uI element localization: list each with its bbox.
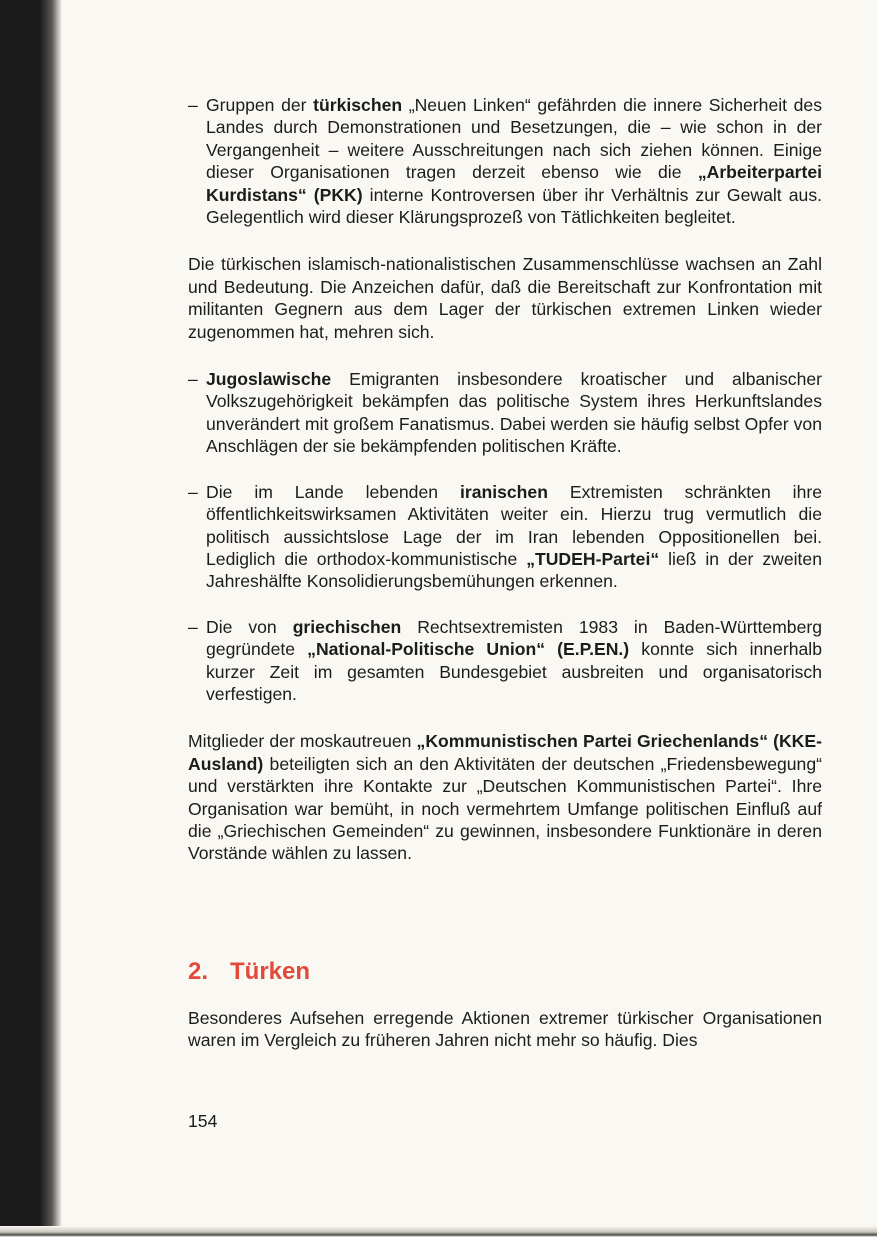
text-segment: Rechtsextremisten 1983 in Baden-Württemberg gegründete: [206, 616, 822, 660]
book-spine-shadow: [0, 0, 62, 1240]
page-number: 154: [188, 1111, 218, 1131]
bold-term: iranischen: [459, 481, 548, 502]
bold-term: türkischen: [313, 95, 403, 115]
text-segment: interne Kontroversen über ihr Verhältnis zur Gewalt aus. Gelegentlich wird dieser Klärungsprozeß von Tätlichkeiten begleitet.: [206, 184, 822, 228]
bold-term: „Kommunistischen Partei Griechenlands“ (KKE-Ausland): [188, 731, 822, 774]
bullet-iranian: [188, 481, 822, 593]
text-segment: „Neuen Linken“ gefährden die innere Sicherheit des Landes durch Demonstrationen und Besetzungen, die – wie schon in der Vergangenheit – weitere Ausschreitungen nach sich ziehen können. Einige dieser Organisationen tragen derzeit ebenso wie die: [206, 95, 822, 183]
text-segment: Die im Lande lebenden: [206, 481, 460, 502]
bullet-turkish-left: [188, 94, 822, 228]
text-segment: ließ in der zweiten Jahreshälfte Konsolidierungsbemühungen erkennen.: [206, 548, 822, 592]
paragraph-kke: [188, 730, 822, 864]
text-segment: Die türkischen islamisch-nationalistischen Zusammenschlüsse wachsen an Zahl und Bedeutung. Die Anzeichen dafür, daß die Bereitschaft zur Konfrontation mit militanten Gegnern aus dem Lager der türkischen extremen Linken wieder zugenommen hat, mehren sich.: [188, 254, 822, 342]
paragraph-closing: Besonderes Aufsehen erregende Aktionen extremer türkischer Organisationen waren im Vergleich zu früheren Jahren nicht mehr so häufig. Dies: [188, 1007, 822, 1051]
section-heading: [188, 957, 822, 987]
bullet-greek-right: [188, 616, 822, 706]
bold-term: Jugoslawische: [206, 369, 332, 390]
bold-term: griechischen: [292, 616, 402, 637]
bold-term: „Arbeiterpartei Kurdistans“ (PKK): [206, 162, 822, 205]
text-segment: Extremisten schränkten ihre öffentlichkeitswirksamen Aktivitäten weiter ein. Hierzu trug vermutlich die politisch aussichtslose Lage der im Iran lebenden Oppositionellen bei. Lediglich die orthodox-kommunistische: [206, 481, 822, 569]
text-segment: Gruppen der: [206, 95, 314, 115]
text-segment: beteiligten sich an den Aktivitäten der deutschen „Friedensbewegung“ und verstärkten ihre Kontakte zur „Deutschen Kommunistischen Partei“. Ihre Organisation war bemüht, in noch vermehrtem Umfange politischen Einfluß auf die „Griechischen Gemeinden“ zu gewinnen, insbesondere Funktionäre in deren Vorstände wählen zu lassen.: [188, 753, 822, 864]
bullet-yugoslav: [188, 368, 822, 458]
text-segment: Emigranten insbesondere kroatischer und albanischer Volkszugehörigkeit bekämpfen das politische System ihres Herkunftslandes unverändert mit großem Fanatismus. Dabei werden sie häufig selbst Opfer von Anschlägen der sie bekämpfenden politischen Kräfte.: [206, 369, 822, 457]
paragraph-islamic-nationalist: [188, 253, 822, 343]
text-segment: Mitglieder der moskautreuen: [188, 731, 417, 752]
bold-term: „National-Politische Union“ (E.P.EN.): [307, 639, 630, 660]
bold-term: „TUDEH-Partei“: [526, 548, 660, 569]
page-content: [188, 94, 822, 1052]
text-segment: konnte sich innerhalb kurzer Zeit im gesamten Bundesgebiet ausbreiten und organisatorisch verfestigen.: [206, 639, 822, 704]
text-segment: Die von: [206, 616, 293, 637]
section-title: Türken: [230, 957, 311, 985]
page-bottom-edge: [0, 1226, 877, 1240]
section-number: 2.: [188, 957, 209, 985]
